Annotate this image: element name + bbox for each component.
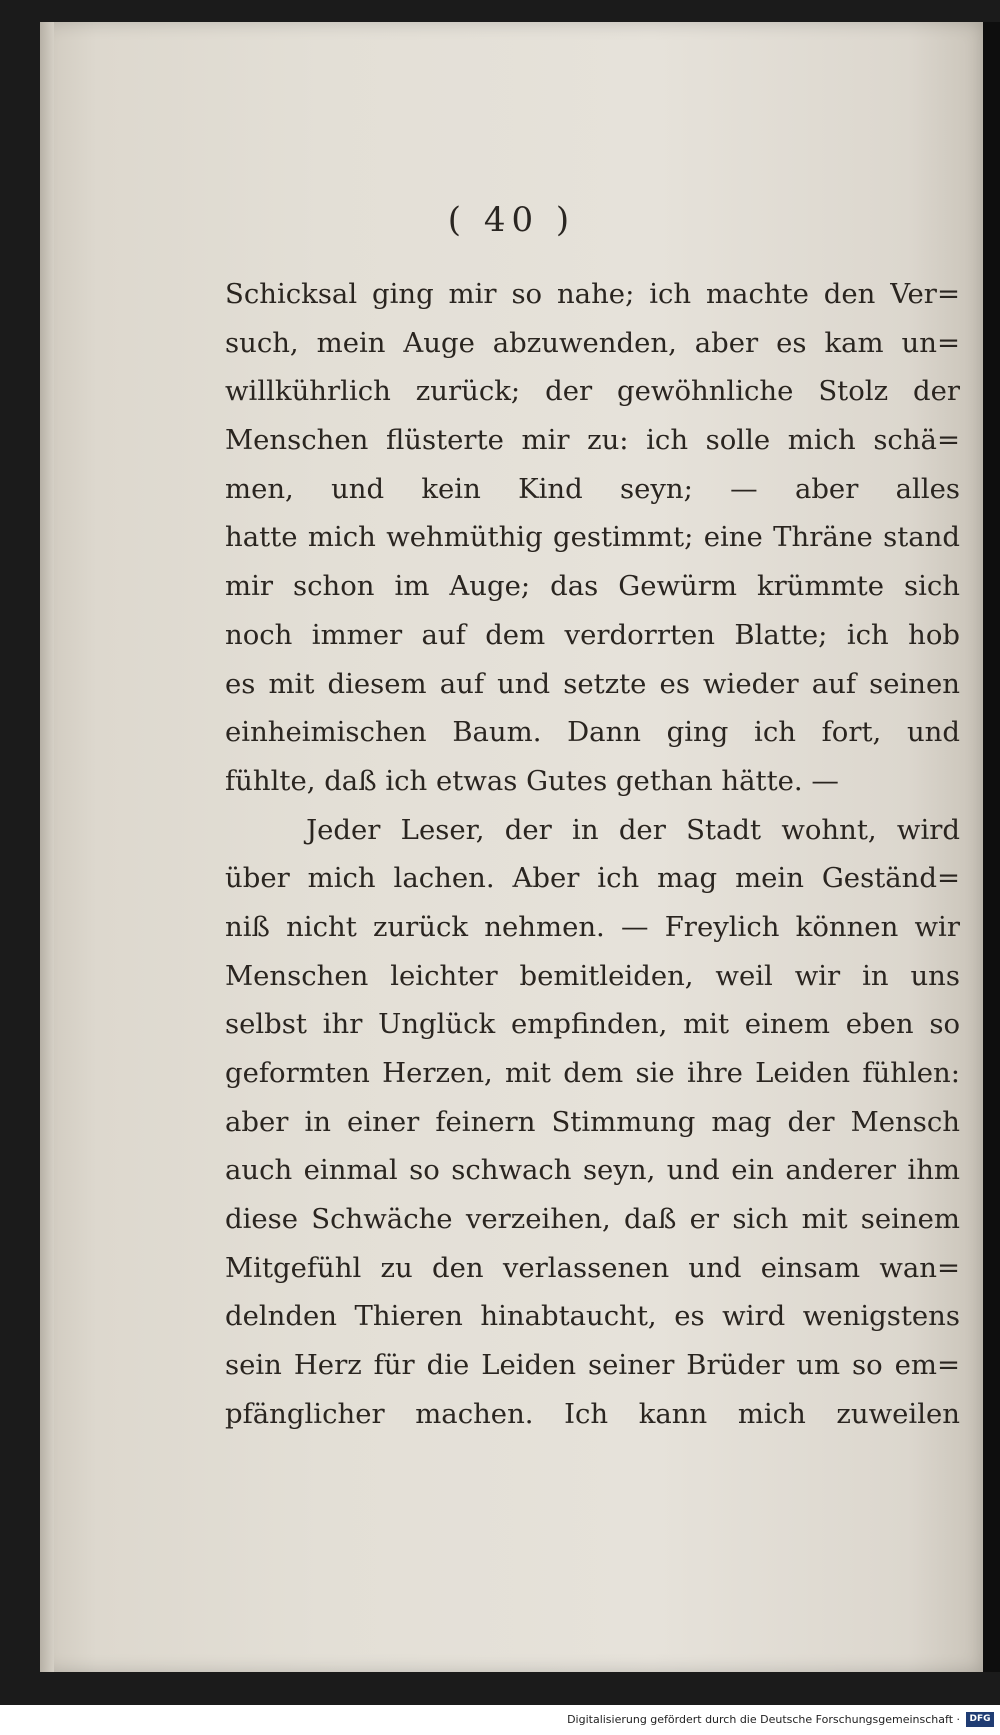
- text-line-6: hatte mich wehmüthig gestimmt; eine Thräne stand: [225, 521, 960, 554]
- footer-bar: [0, 1705, 1000, 1735]
- text-line-19: auch einmal so schwach seyn, und ein anderer ihm: [225, 1154, 960, 1187]
- text-line-23: sein Herz für die Leiden seiner Brüder um so em=: [225, 1349, 960, 1382]
- text-line-4: Menschen flüsterte mir zu: ich solle mich schä=: [225, 424, 960, 457]
- text-line-3: willkührlich zurück; der gewöhnliche Stolz der: [225, 375, 960, 408]
- text-line-8: noch immer auf dem verdorrten Blatte; ich hob: [225, 618, 960, 651]
- text-line-5: men, und kein Kind seyn; — aber alles: [225, 472, 960, 505]
- text-line-15: Menschen leichter bemitleiden, weil wir in uns: [225, 959, 960, 992]
- text-line-16: selbst ihr Unglück empfinden, mit einem eben so: [225, 1008, 960, 1041]
- text-line-1: Schicksal ging mir so nahe; ich machte den Ver=: [225, 278, 960, 310]
- text-line-12: Jeder Leser, der in der Stadt wohnt, wird: [225, 813, 960, 846]
- body-text: [225, 270, 960, 1439]
- text-line-17: geformten Herzen, mit dem sie ihre Leiden fühlen:: [225, 1057, 960, 1089]
- text-line-11: fühlte, daß ich etwas Gutes gethan hätte. —: [225, 764, 839, 797]
- page-number: ( 40 ): [447, 200, 576, 240]
- text-line-2: such, mein Auge abzuwenden, aber es kam un=: [225, 326, 960, 359]
- text-line-9: es mit diesem auf und setzte es wieder auf seinen: [225, 667, 960, 700]
- text-line-7: mir schon im Auge; das Gewürm krümmte sich: [225, 570, 960, 603]
- text-line-18: aber in einer feinern Stimmung mag der Mensch: [225, 1105, 960, 1138]
- page-gutter-shadow: [40, 22, 54, 1672]
- text-line-20: diese Schwäche verzeihen, daß er sich mit seinem: [225, 1203, 960, 1236]
- text-line-24: pfänglicher machen. Ich kann mich zuweilen: [225, 1397, 960, 1430]
- text-line-22: delnden Thieren hinabtaucht, es wird wenigstens: [225, 1300, 960, 1333]
- text-line-10: einheimischen Baum. Dann ging ich fort, und: [225, 716, 960, 749]
- text-line-21: Mitgefühl zu den verlassenen und einsam wan=: [225, 1251, 960, 1284]
- book-page: [40, 22, 983, 1672]
- scan-right-edge: [983, 22, 1000, 1672]
- text-line-13: über mich lachen. Aber ich mag mein Geständ=: [225, 862, 960, 895]
- funding-notice: Digitalisierung gefördert durch die Deutsche Forschungsgemeinschaft ·: [567, 1713, 960, 1726]
- dfg-logo: DFG: [966, 1712, 994, 1727]
- text-line-14: niß nicht zurück nehmen. — Freylich können wir: [225, 910, 960, 943]
